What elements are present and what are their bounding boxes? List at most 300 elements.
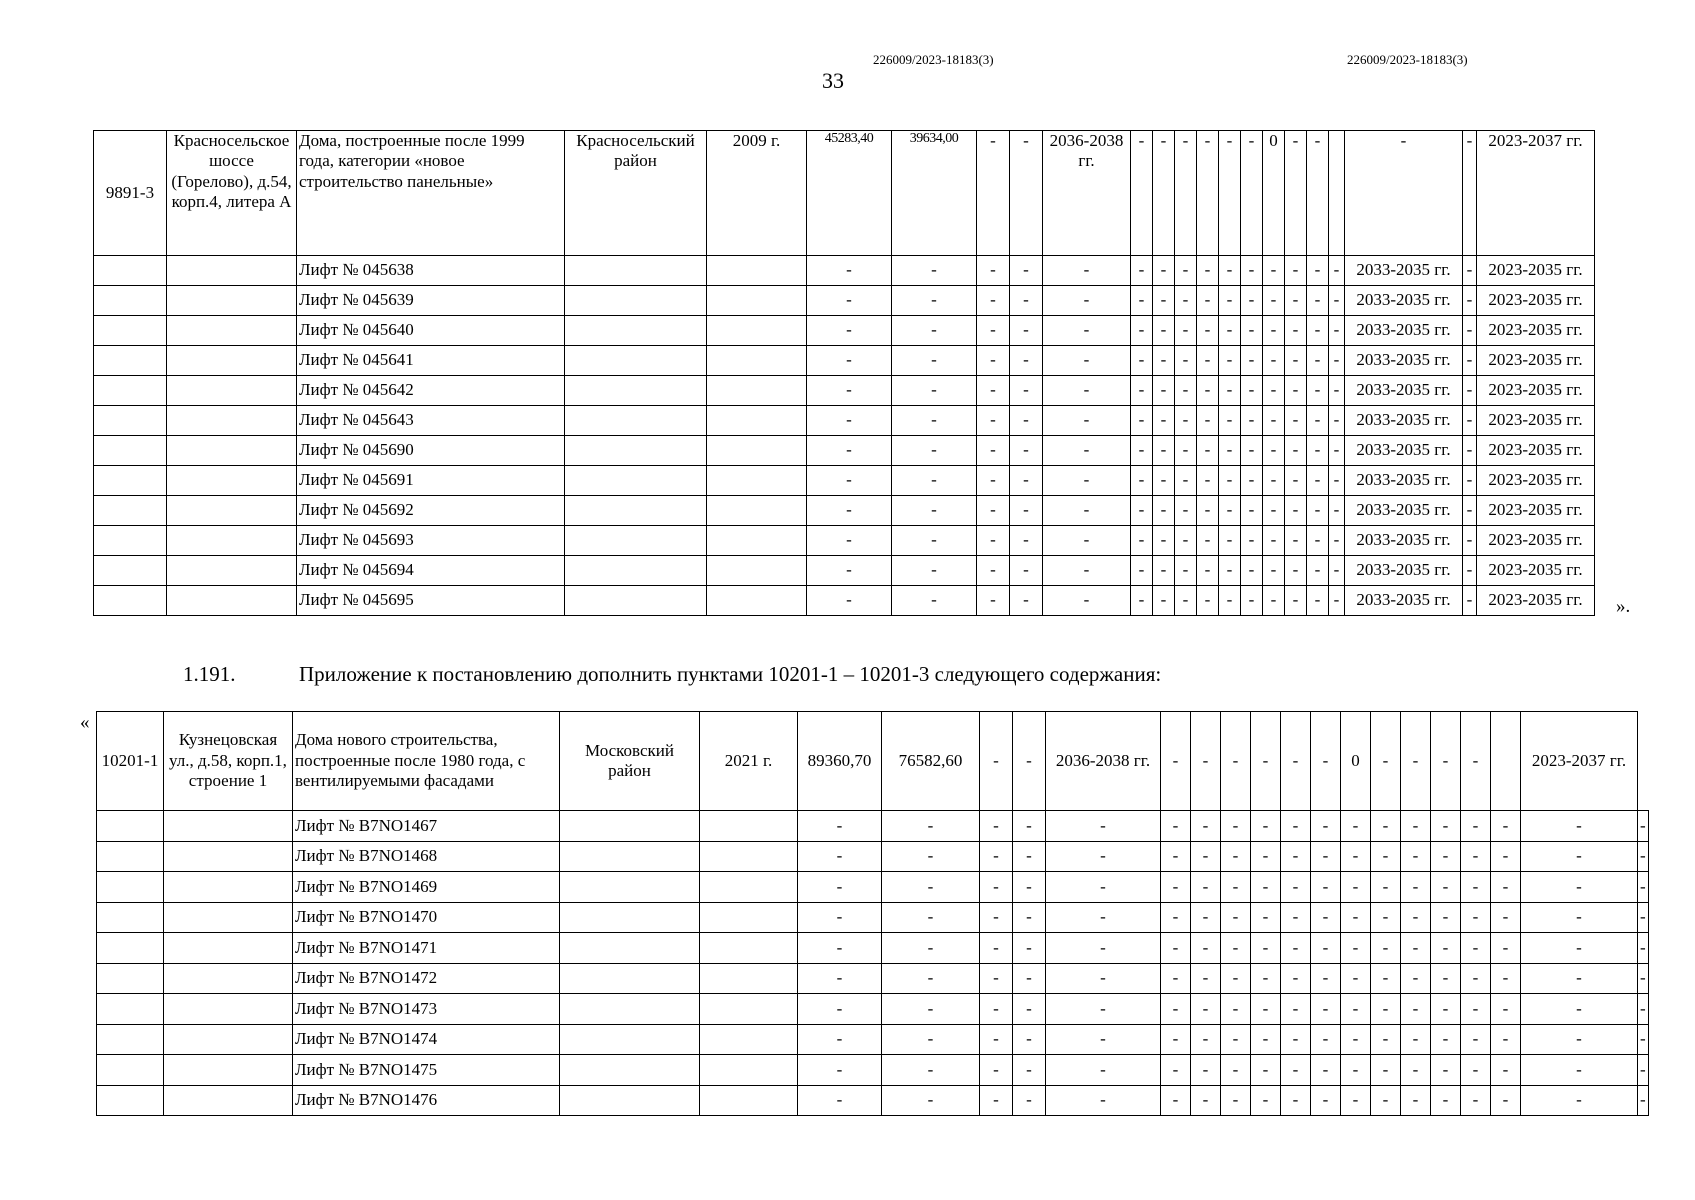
empty-cell bbox=[167, 286, 297, 316]
table-row bbox=[97, 1024, 1649, 1055]
item-number: 9891-3 bbox=[94, 131, 167, 256]
value-cell: - bbox=[1461, 902, 1491, 933]
period-cell: 2033-2035 гг. bbox=[1345, 376, 1463, 406]
value-cell: - bbox=[1241, 286, 1263, 316]
period-cell: 2023-2035 гг. bbox=[1477, 556, 1595, 586]
empty-cell bbox=[167, 376, 297, 406]
value-cell: 0 bbox=[1263, 131, 1285, 256]
lift-name: Лифт № 045694 bbox=[297, 556, 565, 586]
empty-cell bbox=[94, 526, 167, 556]
value-cell: - bbox=[1043, 466, 1131, 496]
value-cell: - bbox=[892, 586, 977, 616]
value-cell: - bbox=[1521, 933, 1638, 964]
value-cell: - bbox=[892, 556, 977, 586]
empty-cell bbox=[94, 316, 167, 346]
value-cell: - bbox=[1153, 586, 1175, 616]
district-cell: Московский район bbox=[560, 712, 700, 811]
value-cell: - bbox=[980, 1055, 1013, 1086]
table-row bbox=[94, 286, 1595, 316]
value-cell: - bbox=[1263, 346, 1285, 376]
value-cell: - bbox=[1307, 286, 1329, 316]
lift-table-10201 bbox=[96, 711, 1649, 1116]
value-cell: - bbox=[1241, 406, 1263, 436]
period-cell: 2023-2035 гг. bbox=[1477, 466, 1595, 496]
lift-name: Лифт № 045638 bbox=[297, 256, 565, 286]
empty-cell bbox=[164, 994, 293, 1025]
year-cell: 2009 г. bbox=[707, 131, 807, 256]
value-cell: - bbox=[1329, 436, 1345, 466]
value-cell: - bbox=[1521, 811, 1638, 842]
value-cell: - bbox=[1161, 994, 1191, 1025]
value-cell: - bbox=[1341, 1055, 1371, 1086]
value-cell: - bbox=[977, 586, 1010, 616]
empty-cell bbox=[565, 526, 707, 556]
value-cell: - bbox=[1219, 466, 1241, 496]
value-cell: - bbox=[892, 436, 977, 466]
value-cell: - bbox=[1010, 436, 1043, 466]
lift-name: Лифт № B7NO1470 bbox=[293, 902, 560, 933]
empty-cell bbox=[167, 526, 297, 556]
value-cell: - bbox=[977, 286, 1010, 316]
empty-cell bbox=[565, 376, 707, 406]
value-cell: - bbox=[1191, 1055, 1221, 1086]
address-cell: Кузнецовская ул., д.58, корп.1, строение 1 bbox=[164, 712, 293, 811]
value-cell: - bbox=[1263, 586, 1285, 616]
value-cell: - bbox=[1463, 346, 1477, 376]
value-cell: - bbox=[1431, 902, 1461, 933]
value-cell: - bbox=[1221, 994, 1251, 1025]
value-cell: - bbox=[1463, 406, 1477, 436]
value-cell: - bbox=[1013, 841, 1046, 872]
value-cell: - bbox=[1263, 556, 1285, 586]
lift-name: Лифт № B7NO1469 bbox=[293, 872, 560, 903]
value-cell: - bbox=[1197, 436, 1219, 466]
value-cell: - bbox=[1197, 526, 1219, 556]
value-cell: - bbox=[1046, 994, 1161, 1025]
value-cell: - bbox=[980, 841, 1013, 872]
value-cell: - bbox=[1263, 466, 1285, 496]
period-cell: 2036-2038 гг. bbox=[1046, 712, 1161, 811]
value-cell: - bbox=[807, 256, 892, 286]
value-cell: - bbox=[1371, 933, 1401, 964]
value-cell: - bbox=[1241, 316, 1263, 346]
value-cell: - bbox=[1153, 256, 1175, 286]
value-cell: - bbox=[1463, 316, 1477, 346]
value-cell: - bbox=[977, 496, 1010, 526]
table-row bbox=[97, 933, 1649, 964]
empty-cell bbox=[94, 256, 167, 286]
period-cell: 2023-2035 гг. bbox=[1477, 286, 1595, 316]
table-row bbox=[94, 526, 1595, 556]
value-cell: - bbox=[1285, 376, 1307, 406]
value-cell: - bbox=[1401, 811, 1431, 842]
empty-cell bbox=[565, 586, 707, 616]
value-cell: - bbox=[1043, 376, 1131, 406]
empty-cell bbox=[565, 556, 707, 586]
year-cell: 2021 г. bbox=[700, 712, 798, 811]
value-cell: - bbox=[892, 346, 977, 376]
value-cell: - bbox=[1197, 131, 1219, 256]
value-cell: - bbox=[1491, 933, 1521, 964]
value-cell: - bbox=[1191, 841, 1221, 872]
paragraph-number: 1.191. bbox=[183, 662, 236, 686]
table-row bbox=[94, 316, 1595, 346]
value-cell: - bbox=[1046, 1055, 1161, 1086]
empty-cell bbox=[97, 994, 164, 1025]
value-cell: - bbox=[807, 376, 892, 406]
period-cell: - bbox=[1638, 1055, 1649, 1086]
value-cell: - bbox=[1219, 316, 1241, 346]
empty-cell bbox=[94, 346, 167, 376]
table-row bbox=[94, 586, 1595, 616]
value-cell: - bbox=[1131, 316, 1153, 346]
value-cell: - bbox=[1263, 256, 1285, 286]
value-cell: - bbox=[1131, 496, 1153, 526]
value-cell: - bbox=[1311, 841, 1341, 872]
value-cell: - bbox=[1175, 436, 1197, 466]
value-cell: - bbox=[1491, 811, 1521, 842]
value-cell: - bbox=[1285, 496, 1307, 526]
value-cell: - bbox=[1219, 496, 1241, 526]
value-cell: - bbox=[1491, 841, 1521, 872]
value-cell: - bbox=[1401, 994, 1431, 1025]
period-cell: 2023-2037 гг. bbox=[1477, 131, 1595, 256]
value-cell: - bbox=[1197, 556, 1219, 586]
table-row bbox=[97, 841, 1649, 872]
value-cell: - bbox=[1401, 933, 1431, 964]
empty-cell bbox=[164, 1085, 293, 1116]
period-cell: - bbox=[1638, 811, 1649, 842]
value-cell: - bbox=[1285, 586, 1307, 616]
empty-cell bbox=[565, 436, 707, 466]
value-cell: - bbox=[1341, 841, 1371, 872]
value-cell: - bbox=[1175, 346, 1197, 376]
value-cell: - bbox=[1281, 1085, 1311, 1116]
value-cell: - bbox=[1219, 131, 1241, 256]
empty-cell bbox=[164, 963, 293, 994]
period-cell: 2023-2035 гг. bbox=[1477, 526, 1595, 556]
table-row bbox=[97, 712, 1649, 811]
value-cell: - bbox=[1010, 466, 1043, 496]
empty-cell bbox=[164, 811, 293, 842]
period-cell: - bbox=[1638, 933, 1649, 964]
value-cell: - bbox=[1307, 436, 1329, 466]
value-cell: - bbox=[1251, 872, 1281, 903]
period-cell: 2023-2035 гг. bbox=[1477, 256, 1595, 286]
value-cell: - bbox=[892, 256, 977, 286]
value-cell: - bbox=[1046, 1024, 1161, 1055]
value-cell: - bbox=[1153, 406, 1175, 436]
value-cell: - bbox=[1191, 1085, 1221, 1116]
value-cell: - bbox=[807, 466, 892, 496]
value-cell: - bbox=[1175, 496, 1197, 526]
value-cell: - bbox=[1043, 286, 1131, 316]
value-cell: - bbox=[882, 1085, 980, 1116]
value-cell: - bbox=[1463, 131, 1477, 256]
value-cell: - bbox=[1241, 526, 1263, 556]
value-cell: - bbox=[1221, 1024, 1251, 1055]
value-cell: - bbox=[1341, 1085, 1371, 1116]
lift-name: Лифт № 045639 bbox=[297, 286, 565, 316]
value-cell: - bbox=[807, 436, 892, 466]
closing-quote: ». bbox=[1616, 596, 1631, 617]
period-cell: 2023-2035 гг. bbox=[1477, 436, 1595, 466]
value-cell: - bbox=[1131, 586, 1153, 616]
value-cell: - bbox=[1401, 1024, 1431, 1055]
value-cell: - bbox=[1197, 586, 1219, 616]
table-row bbox=[94, 556, 1595, 586]
value-cell: - bbox=[1161, 933, 1191, 964]
value-cell: - bbox=[1307, 131, 1329, 256]
value-cell: - bbox=[1281, 841, 1311, 872]
empty-cell bbox=[94, 556, 167, 586]
value-cell: - bbox=[1241, 376, 1263, 406]
value-cell: - bbox=[1461, 841, 1491, 872]
empty-cell bbox=[167, 556, 297, 586]
value-cell: - bbox=[1521, 963, 1638, 994]
value-cell: - bbox=[1329, 526, 1345, 556]
value-cell: - bbox=[1371, 1055, 1401, 1086]
value-cell: - bbox=[1521, 1055, 1638, 1086]
value-cell: - bbox=[1161, 1055, 1191, 1086]
empty-cell bbox=[707, 496, 807, 526]
value-cell: - bbox=[798, 933, 882, 964]
value-cell: - bbox=[1221, 872, 1251, 903]
period-cell: 2033-2035 гг. bbox=[1345, 256, 1463, 286]
empty-cell bbox=[164, 933, 293, 964]
value-cell: - bbox=[1175, 316, 1197, 346]
value-cell: - bbox=[1013, 1024, 1046, 1055]
value-cell: - bbox=[1431, 933, 1461, 964]
value-cell: - bbox=[1131, 286, 1153, 316]
value-cell: - bbox=[1010, 376, 1043, 406]
value-cell: - bbox=[1371, 811, 1401, 842]
value-cell: - bbox=[1285, 556, 1307, 586]
value-cell: - bbox=[1175, 526, 1197, 556]
value-cell: - bbox=[1197, 496, 1219, 526]
value-cell: - bbox=[882, 811, 980, 842]
empty-cell bbox=[560, 841, 700, 872]
value-cell: - bbox=[1191, 712, 1221, 811]
value-cell: - bbox=[1251, 1055, 1281, 1086]
value-cell: - bbox=[1371, 1085, 1401, 1116]
value-cell: - bbox=[977, 256, 1010, 286]
value-cell: - bbox=[1431, 872, 1461, 903]
value-cell: - bbox=[1307, 256, 1329, 286]
value-cell: - bbox=[1311, 1055, 1341, 1086]
value-cell: - bbox=[1043, 406, 1131, 436]
lift-name: Лифт № 045690 bbox=[297, 436, 565, 466]
item-number: 10201-1 bbox=[97, 712, 164, 811]
value-cell: - bbox=[1307, 526, 1329, 556]
period-cell: - bbox=[1638, 1085, 1649, 1116]
value-cell: - bbox=[1311, 811, 1341, 842]
value-cell: - bbox=[892, 316, 977, 346]
empty-cell bbox=[565, 406, 707, 436]
value-cell: - bbox=[798, 994, 882, 1025]
period-cell: 2023-2035 гг. bbox=[1477, 316, 1595, 346]
value-cell: - bbox=[1341, 994, 1371, 1025]
value-cell: - bbox=[1263, 526, 1285, 556]
value-cell: - bbox=[1197, 316, 1219, 346]
empty-cell bbox=[565, 466, 707, 496]
empty-cell bbox=[707, 436, 807, 466]
value-cell: - bbox=[1175, 586, 1197, 616]
value-cell: - bbox=[1461, 1055, 1491, 1086]
empty-cell bbox=[167, 406, 297, 436]
district-cell: Красносельский район bbox=[565, 131, 707, 256]
value-cell: - bbox=[1153, 316, 1175, 346]
value-cell: - bbox=[1161, 963, 1191, 994]
value-cell: - bbox=[882, 994, 980, 1025]
empty-cell bbox=[97, 1085, 164, 1116]
value-cell: - bbox=[1197, 346, 1219, 376]
empty-cell bbox=[94, 496, 167, 526]
value-cell: - bbox=[1010, 496, 1043, 526]
value-cell: - bbox=[1161, 841, 1191, 872]
value-cell: - bbox=[1131, 131, 1153, 256]
value-cell: - bbox=[1285, 286, 1307, 316]
value-cell: - bbox=[1013, 1055, 1046, 1086]
lift-name: Лифт № 045643 bbox=[297, 406, 565, 436]
value-cell: - bbox=[1371, 994, 1401, 1025]
value-cell: - bbox=[1401, 902, 1431, 933]
value-cell: - bbox=[1431, 811, 1461, 842]
empty-cell bbox=[167, 316, 297, 346]
value-cell: - bbox=[1197, 406, 1219, 436]
empty-cell bbox=[97, 933, 164, 964]
value-cell: - bbox=[1251, 902, 1281, 933]
value-cell: - bbox=[1307, 346, 1329, 376]
value-cell: - bbox=[1175, 256, 1197, 286]
empty-cell bbox=[167, 466, 297, 496]
value-cell: - bbox=[807, 496, 892, 526]
value-cell: - bbox=[807, 526, 892, 556]
value-cell: - bbox=[1463, 436, 1477, 466]
value-cell: - bbox=[1281, 811, 1311, 842]
empty-cell bbox=[164, 841, 293, 872]
lift-name: Лифт № B7NO1475 bbox=[293, 1055, 560, 1086]
value-cell: - bbox=[1401, 1085, 1431, 1116]
value-cell: - bbox=[882, 963, 980, 994]
empty-cell bbox=[94, 586, 167, 616]
table-row bbox=[94, 346, 1595, 376]
empty-cell bbox=[700, 963, 798, 994]
value-cell: - bbox=[1401, 1055, 1431, 1086]
value-cell: - bbox=[798, 1024, 882, 1055]
value-cell: - bbox=[1043, 496, 1131, 526]
empty-cell bbox=[700, 872, 798, 903]
value-cell: - bbox=[1010, 346, 1043, 376]
value-cell: - bbox=[1341, 811, 1371, 842]
value-cell: - bbox=[1401, 872, 1431, 903]
lift-name: Лифт № B7NO1467 bbox=[293, 811, 560, 842]
empty-cell bbox=[707, 406, 807, 436]
value-cell: - bbox=[1043, 436, 1131, 466]
empty-cell bbox=[707, 466, 807, 496]
value-cell: - bbox=[892, 496, 977, 526]
value-cell: - bbox=[1010, 556, 1043, 586]
value-cell: - bbox=[1043, 586, 1131, 616]
value-cell: - bbox=[1371, 872, 1401, 903]
value-cell: - bbox=[1219, 286, 1241, 316]
value-cell: - bbox=[977, 131, 1010, 256]
value-cell: - bbox=[980, 1024, 1013, 1055]
value-cell: - bbox=[1281, 933, 1311, 964]
value-cell: - bbox=[1521, 994, 1638, 1025]
value-cell: - bbox=[1491, 902, 1521, 933]
empty-cell bbox=[94, 376, 167, 406]
period-cell: 2023-2035 гг. bbox=[1477, 586, 1595, 616]
value-cell: - bbox=[1153, 556, 1175, 586]
value-cell: - bbox=[1043, 256, 1131, 286]
value-cell: - bbox=[1013, 963, 1046, 994]
empty-cell bbox=[164, 1024, 293, 1055]
value-cell: - bbox=[1329, 496, 1345, 526]
value-cell: - bbox=[1285, 406, 1307, 436]
registration-number-right: 226009/2023-18183(3) bbox=[1347, 52, 1468, 67]
value-cell: - bbox=[1251, 933, 1281, 964]
value-cell: - bbox=[1221, 902, 1251, 933]
value-cell: - bbox=[1285, 316, 1307, 346]
value-cell: - bbox=[1307, 496, 1329, 526]
value-cell: - bbox=[1461, 1024, 1491, 1055]
address-cell: Красносельское шоссе (Горелово), д.54, корп.4, литера А bbox=[167, 131, 297, 256]
empty-cell bbox=[700, 902, 798, 933]
value-cell: - bbox=[980, 994, 1013, 1025]
value-cell: - bbox=[1461, 712, 1491, 811]
value-cell: - bbox=[798, 1055, 882, 1086]
value-cell: - bbox=[977, 436, 1010, 466]
lift-name: Лифт № 045691 bbox=[297, 466, 565, 496]
value-cell: - bbox=[1263, 406, 1285, 436]
value-cell: - bbox=[1463, 586, 1477, 616]
total-area-cell: 45283,40 bbox=[807, 131, 892, 256]
value-cell: - bbox=[1046, 963, 1161, 994]
empty-cell bbox=[700, 811, 798, 842]
value-cell: - bbox=[798, 872, 882, 903]
value-cell: - bbox=[1221, 712, 1251, 811]
value-cell: - bbox=[1197, 256, 1219, 286]
value-cell: - bbox=[1241, 436, 1263, 466]
period-cell: 2033-2035 гг. bbox=[1345, 316, 1463, 346]
value-cell: - bbox=[1219, 526, 1241, 556]
value-cell: - bbox=[1285, 526, 1307, 556]
value-cell: - bbox=[1329, 346, 1345, 376]
value-cell: - bbox=[892, 406, 977, 436]
value-cell: - bbox=[1329, 376, 1345, 406]
empty-cell bbox=[97, 872, 164, 903]
value-cell: - bbox=[892, 526, 977, 556]
value-cell: - bbox=[1161, 1024, 1191, 1055]
value-cell: - bbox=[1013, 933, 1046, 964]
paragraph-text: Приложение к постановлению дополнить пунктами 10201-1 – 10201-3 следующего содержания: bbox=[299, 662, 1162, 686]
value-cell: - bbox=[1131, 346, 1153, 376]
value-cell: - bbox=[892, 376, 977, 406]
lift-name: Лифт № 045640 bbox=[297, 316, 565, 346]
value-cell: - bbox=[1013, 902, 1046, 933]
value-cell: - bbox=[1281, 902, 1311, 933]
value-cell: - bbox=[882, 902, 980, 933]
empty-cell bbox=[565, 316, 707, 346]
value-cell: - bbox=[1285, 436, 1307, 466]
value-cell: - bbox=[1043, 346, 1131, 376]
value-cell: - bbox=[1241, 556, 1263, 586]
value-cell: - bbox=[1311, 933, 1341, 964]
value-cell: - bbox=[1263, 436, 1285, 466]
period-cell: 2036-2038 гг. bbox=[1043, 131, 1131, 256]
table-row bbox=[94, 256, 1595, 286]
